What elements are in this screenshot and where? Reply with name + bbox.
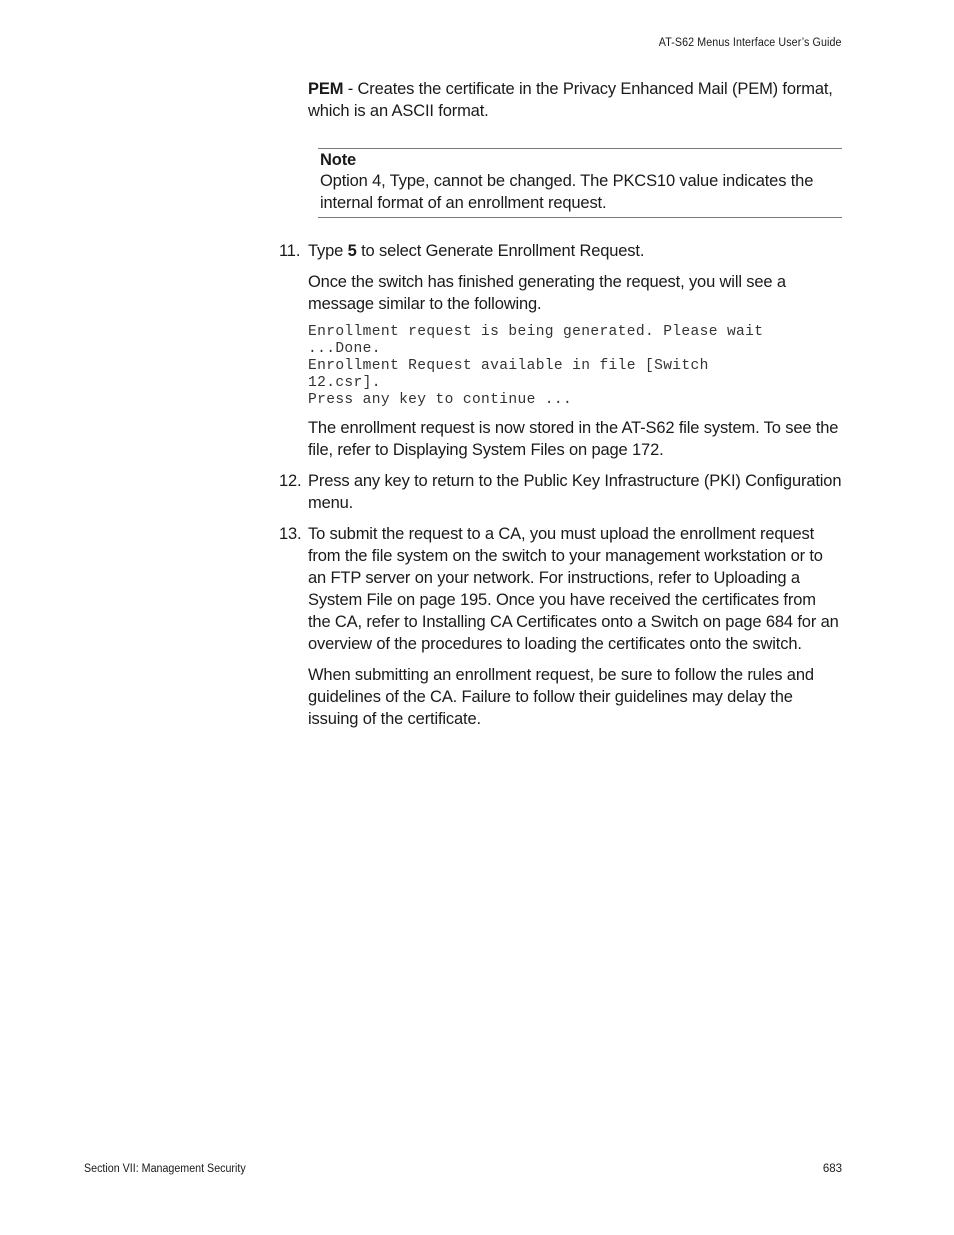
step-number: 11. — [279, 242, 301, 260]
step-text-suffix: to select Generate Enrollment Request. — [356, 242, 645, 260]
step-number: 12. — [279, 472, 302, 490]
note-box — [318, 148, 842, 218]
step-key: 5 — [347, 242, 357, 260]
footer-section: Section VII: Management Security — [84, 1163, 246, 1175]
step-text-prefix: Type — [308, 242, 348, 260]
note-text: Option 4, Type, cannot be changed. The PKCS10 value indicates the internal format of an enrollment request. — [320, 172, 814, 212]
page-number: 683 — [822, 1163, 842, 1175]
step-11 — [279, 240, 842, 262]
pem-definition — [308, 78, 842, 122]
step-12 — [279, 470, 842, 514]
step-13 — [279, 523, 842, 655]
step-instruction — [308, 240, 842, 262]
running-header: AT-S62 Menus Interface User’s Guide — [659, 37, 842, 49]
step-11-paragraph: Once the switch has finished generating the request, you will see a message similar to the following. — [308, 273, 786, 313]
console-output: Enrollment request is being generated. Please wait ...Done. Enrollment Request available in file [Switch 12.csr]. Press any key to continue ... — [308, 324, 764, 408]
note-title: Note — [320, 151, 357, 169]
step-13-paragraph: When submitting an enrollment request, be sure to follow the rules and guidelines of the CA. Failure to follow their guidelines may delay the issuing of the certificate. — [308, 666, 814, 728]
step-number: 13. — [279, 525, 302, 543]
pem-term: PEM — [308, 80, 344, 98]
page-content — [279, 78, 842, 739]
pem-description: - Creates the certificate in the Privacy Enhanced Mail (PEM) format, which is an ASCII format. — [308, 80, 833, 120]
step-instruction: To submit the request to a CA, you must upload the enrollment request from the file system on the switch to your management workstation or to an FTP server on your network. For instructions, refer to Uploading a System File on page 195. Once you have received the certificates from the CA, refer to Installing CA Certificates onto a Switch on page 684 for an overview of the procedures to loading the certificates onto the switch. — [308, 525, 839, 653]
step-11-followup: The enrollment request is now stored in the AT-S62 file system. To see the file, refer to Displaying System Files on page 172. — [308, 419, 839, 459]
step-instruction: Press any key to return to the Public Key Infrastructure (PKI) Configuration menu. — [308, 472, 842, 512]
